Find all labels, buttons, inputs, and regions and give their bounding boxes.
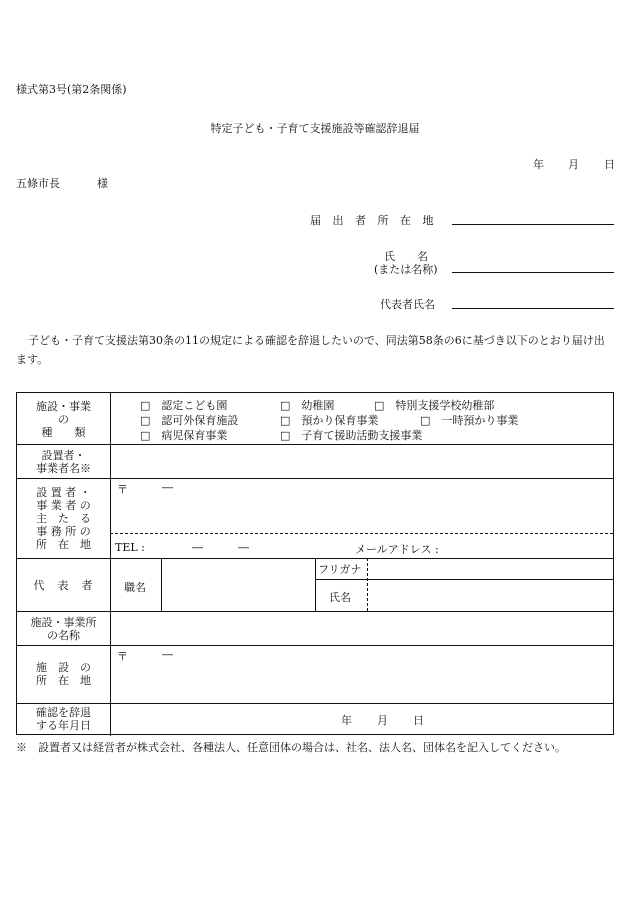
name-label: 氏名 — [329, 591, 351, 604]
facility-postal-mark: 〒 — [117, 650, 128, 663]
email-label: メールアドレス : — [355, 543, 439, 556]
addressee-honorific: 様 — [97, 177, 108, 190]
founder-name-label: 設置者・ 事業者名※ — [36, 449, 91, 475]
applicant-address-label: 届 出 者 所 在 地 — [310, 214, 438, 227]
withdraw-date-label: 確認を辞退 する年月日 — [36, 706, 91, 732]
checkbox-extended-childcare[interactable]: □ 預かり保育事業 — [280, 414, 379, 427]
title-label: 職名 — [124, 581, 146, 594]
checkbox-certified-kodomoen[interactable]: □ 認定こども園 — [140, 399, 228, 412]
withdrawal-form-table — [16, 392, 614, 735]
checkbox-unlicensed-nursery[interactable]: □ 認可外保育施設 — [140, 414, 239, 427]
checkbox-sick-child-care[interactable]: □ 病児保育事業 — [140, 429, 228, 442]
tel-label: TEL : — [115, 541, 145, 554]
date-month: 月 — [568, 158, 579, 171]
applicant-name-label-sub: (または名称) — [374, 263, 438, 276]
type-label: 施設・事業 の 種 類 — [36, 400, 91, 439]
body-text: 子ども・子育て支援法第30条の11の規定による確認を辞退したいので、同法第58条の6に基づき以下のとおり届け出ます。 — [16, 334, 605, 366]
checkbox-family-support[interactable]: □ 子育て援助活動支援事業 — [280, 429, 423, 442]
withdraw-year: 年 — [341, 714, 352, 727]
applicant-rep-line[interactable] — [452, 308, 614, 309]
checkbox-special-support-kindergarten[interactable]: □ 特別支援学校幼稚部 — [374, 399, 495, 412]
applicant-rep-label: 代表者氏名 — [380, 298, 435, 311]
furigana-label: フリガナ — [318, 563, 362, 576]
founder-name-field[interactable] — [111, 445, 613, 477]
office-postal-mark: 〒 — [117, 483, 128, 496]
facility-name-label: 施設・事業所 の名称 — [30, 616, 97, 642]
checkbox-temporary-childcare[interactable]: □ 一時預かり事業 — [420, 414, 519, 427]
withdraw-day: 日 — [413, 714, 424, 727]
checkbox-kindergarten[interactable]: □ 幼稚園 — [280, 399, 335, 412]
document-title: 特定子ども・子育て支援施設等確認辞退届 — [210, 122, 420, 135]
withdraw-month: 月 — [377, 714, 388, 727]
facility-address-label: 施 設 の 所 在 地 — [36, 661, 91, 687]
applicant-name-label: 氏 名 — [384, 250, 428, 263]
tel-dash-1: ― — [192, 541, 203, 554]
addressee-office: 五條市長 — [16, 177, 60, 190]
form-number: 様式第3号(第2条関係) — [16, 83, 127, 96]
date-day: 日 — [604, 158, 615, 171]
facility-postal-dash: ― — [162, 648, 173, 661]
date-year: 年 — [533, 158, 544, 171]
office-postal-dash: ― — [162, 481, 173, 494]
tel-dash-2: ― — [238, 541, 249, 554]
footnote: ※ 設置者又は経営者が株式会社、各種法人、任意団体の場合は、社名、法人名、団体名を記入してください。 — [16, 741, 566, 754]
representative-label: 代 表 者 — [33, 579, 94, 592]
applicant-address-line[interactable] — [452, 224, 614, 225]
applicant-name-line[interactable] — [452, 272, 614, 273]
office-address-label: 設 置 者 ・ 事 業 者 の 主 た る 事 務 所 の 所 在 地 — [36, 486, 91, 551]
